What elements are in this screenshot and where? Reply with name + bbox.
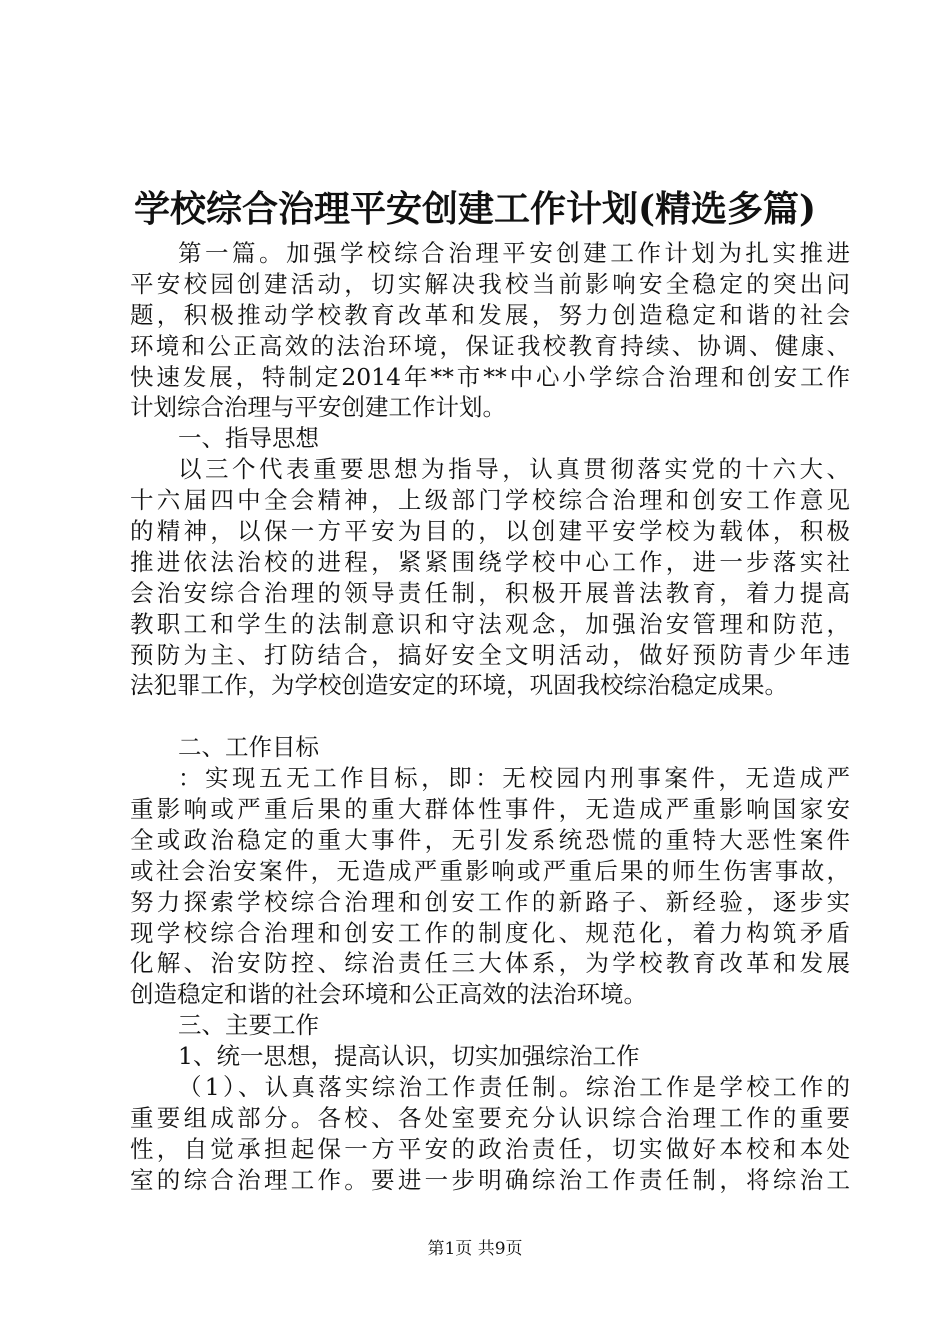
paragraph-line: 室的综合治理工作。要进一步明确综治工作责任制，将综治工 bbox=[130, 1165, 850, 1194]
paragraph-line: 化解、治安防控、综治责任三大体系，为学校教育改革和发展 bbox=[130, 949, 850, 978]
paragraph-line: 法犯罪工作，为学校创造安定的环境，巩固我校综治稳定成果。 bbox=[130, 671, 788, 700]
section-heading: 一、指导思想 bbox=[178, 424, 319, 453]
subsection-heading: 1、统一思想，提高认识，切实加强综治工作 bbox=[178, 1042, 640, 1071]
paragraph-line: 全或政治稳定的重大事件，无引发系统恐慌的重特大恶性案件 bbox=[130, 825, 850, 854]
paragraph-line: 会治安综合治理的领导责任制，积极开展普法教育，着力提高 bbox=[130, 578, 850, 607]
section-heading: 三、主要工作 bbox=[178, 1011, 319, 1040]
paragraph-line: 重影响或严重后果的重大群体性事件，无造成严重影响国家安 bbox=[130, 795, 850, 824]
paragraph-line: 教职工和学生的法制意识和守法观念，加强治安管理和防范， bbox=[130, 609, 850, 638]
page-footer: 第1页 共9页 bbox=[427, 1239, 523, 1259]
paragraph-line: 平安校园创建活动，切实解决我校当前影响安全稳定的突出问 bbox=[130, 269, 850, 298]
paragraph-line: 预防为主、打防结合，搞好安全文明活动，做好预防青少年违 bbox=[130, 640, 850, 669]
paragraph-line: 以三个代表重要思想为指导，认真贯彻落实党的十六大、 bbox=[178, 455, 850, 484]
paragraph-line: 重要组成部分。各校、各处室要充分认识综合治理工作的重要 bbox=[130, 1103, 850, 1132]
paragraph-line: 或社会治安案件，无造成严重影响或严重后果的师生伤害事故， bbox=[130, 856, 850, 885]
paragraph-line: 题，积极推动学校教育改革和发展，努力创造稳定和谐的社会 bbox=[130, 300, 850, 329]
document-title: 学校综合治理平安创建工作计划(精选多篇) bbox=[133, 188, 817, 230]
paragraph-line: 的精神，以保一方平安为目的，以创建平安学校为载体，积极 bbox=[130, 517, 850, 546]
section-heading: 二、工作目标 bbox=[178, 733, 319, 762]
paragraph-line: 十六届四中全会精神，上级部门学校综合治理和创安工作意见 bbox=[130, 486, 850, 515]
paragraph-line: 性，自觉承担起保一方平安的政治责任，切实做好本校和本处 bbox=[130, 1134, 850, 1163]
document-body bbox=[130, 238, 850, 1196]
paragraph-line: 环境和公正高效的法治环境，保证我校教育持续、协调、健康、 bbox=[130, 331, 850, 360]
paragraph-line: 创造稳定和谐的社会环境和公正高效的法治环境。 bbox=[130, 980, 647, 1009]
paragraph-line: 现学校综合治理和创安工作的制度化、规范化，着力构筑矛盾 bbox=[130, 918, 850, 947]
paragraph-line: 第一篇。加强学校综合治理平安创建工作计划为扎实推进 bbox=[178, 239, 850, 267]
paragraph-gap bbox=[130, 701, 850, 732]
paragraph-line: ：实现五无工作目标，即：无校园内刑事案件，无造成严 bbox=[178, 764, 850, 793]
paragraph-line: 推进依法治校的进程，紧紧围绕学校中心工作，进一步落实社 bbox=[130, 547, 850, 576]
paragraph-line: 计划综合治理与平安创建工作计划。 bbox=[130, 393, 506, 422]
paragraph-line: 努力探索学校综合治理和创安工作的新路子、新经验，逐步实 bbox=[130, 887, 850, 916]
paragraph-line: 快速发展，特制定2014年**市**中心小学综合治理和创安工作 bbox=[130, 362, 850, 391]
paragraph-line: （1）、认真落实综治工作责任制。综治工作是学校工作的 bbox=[178, 1073, 850, 1102]
